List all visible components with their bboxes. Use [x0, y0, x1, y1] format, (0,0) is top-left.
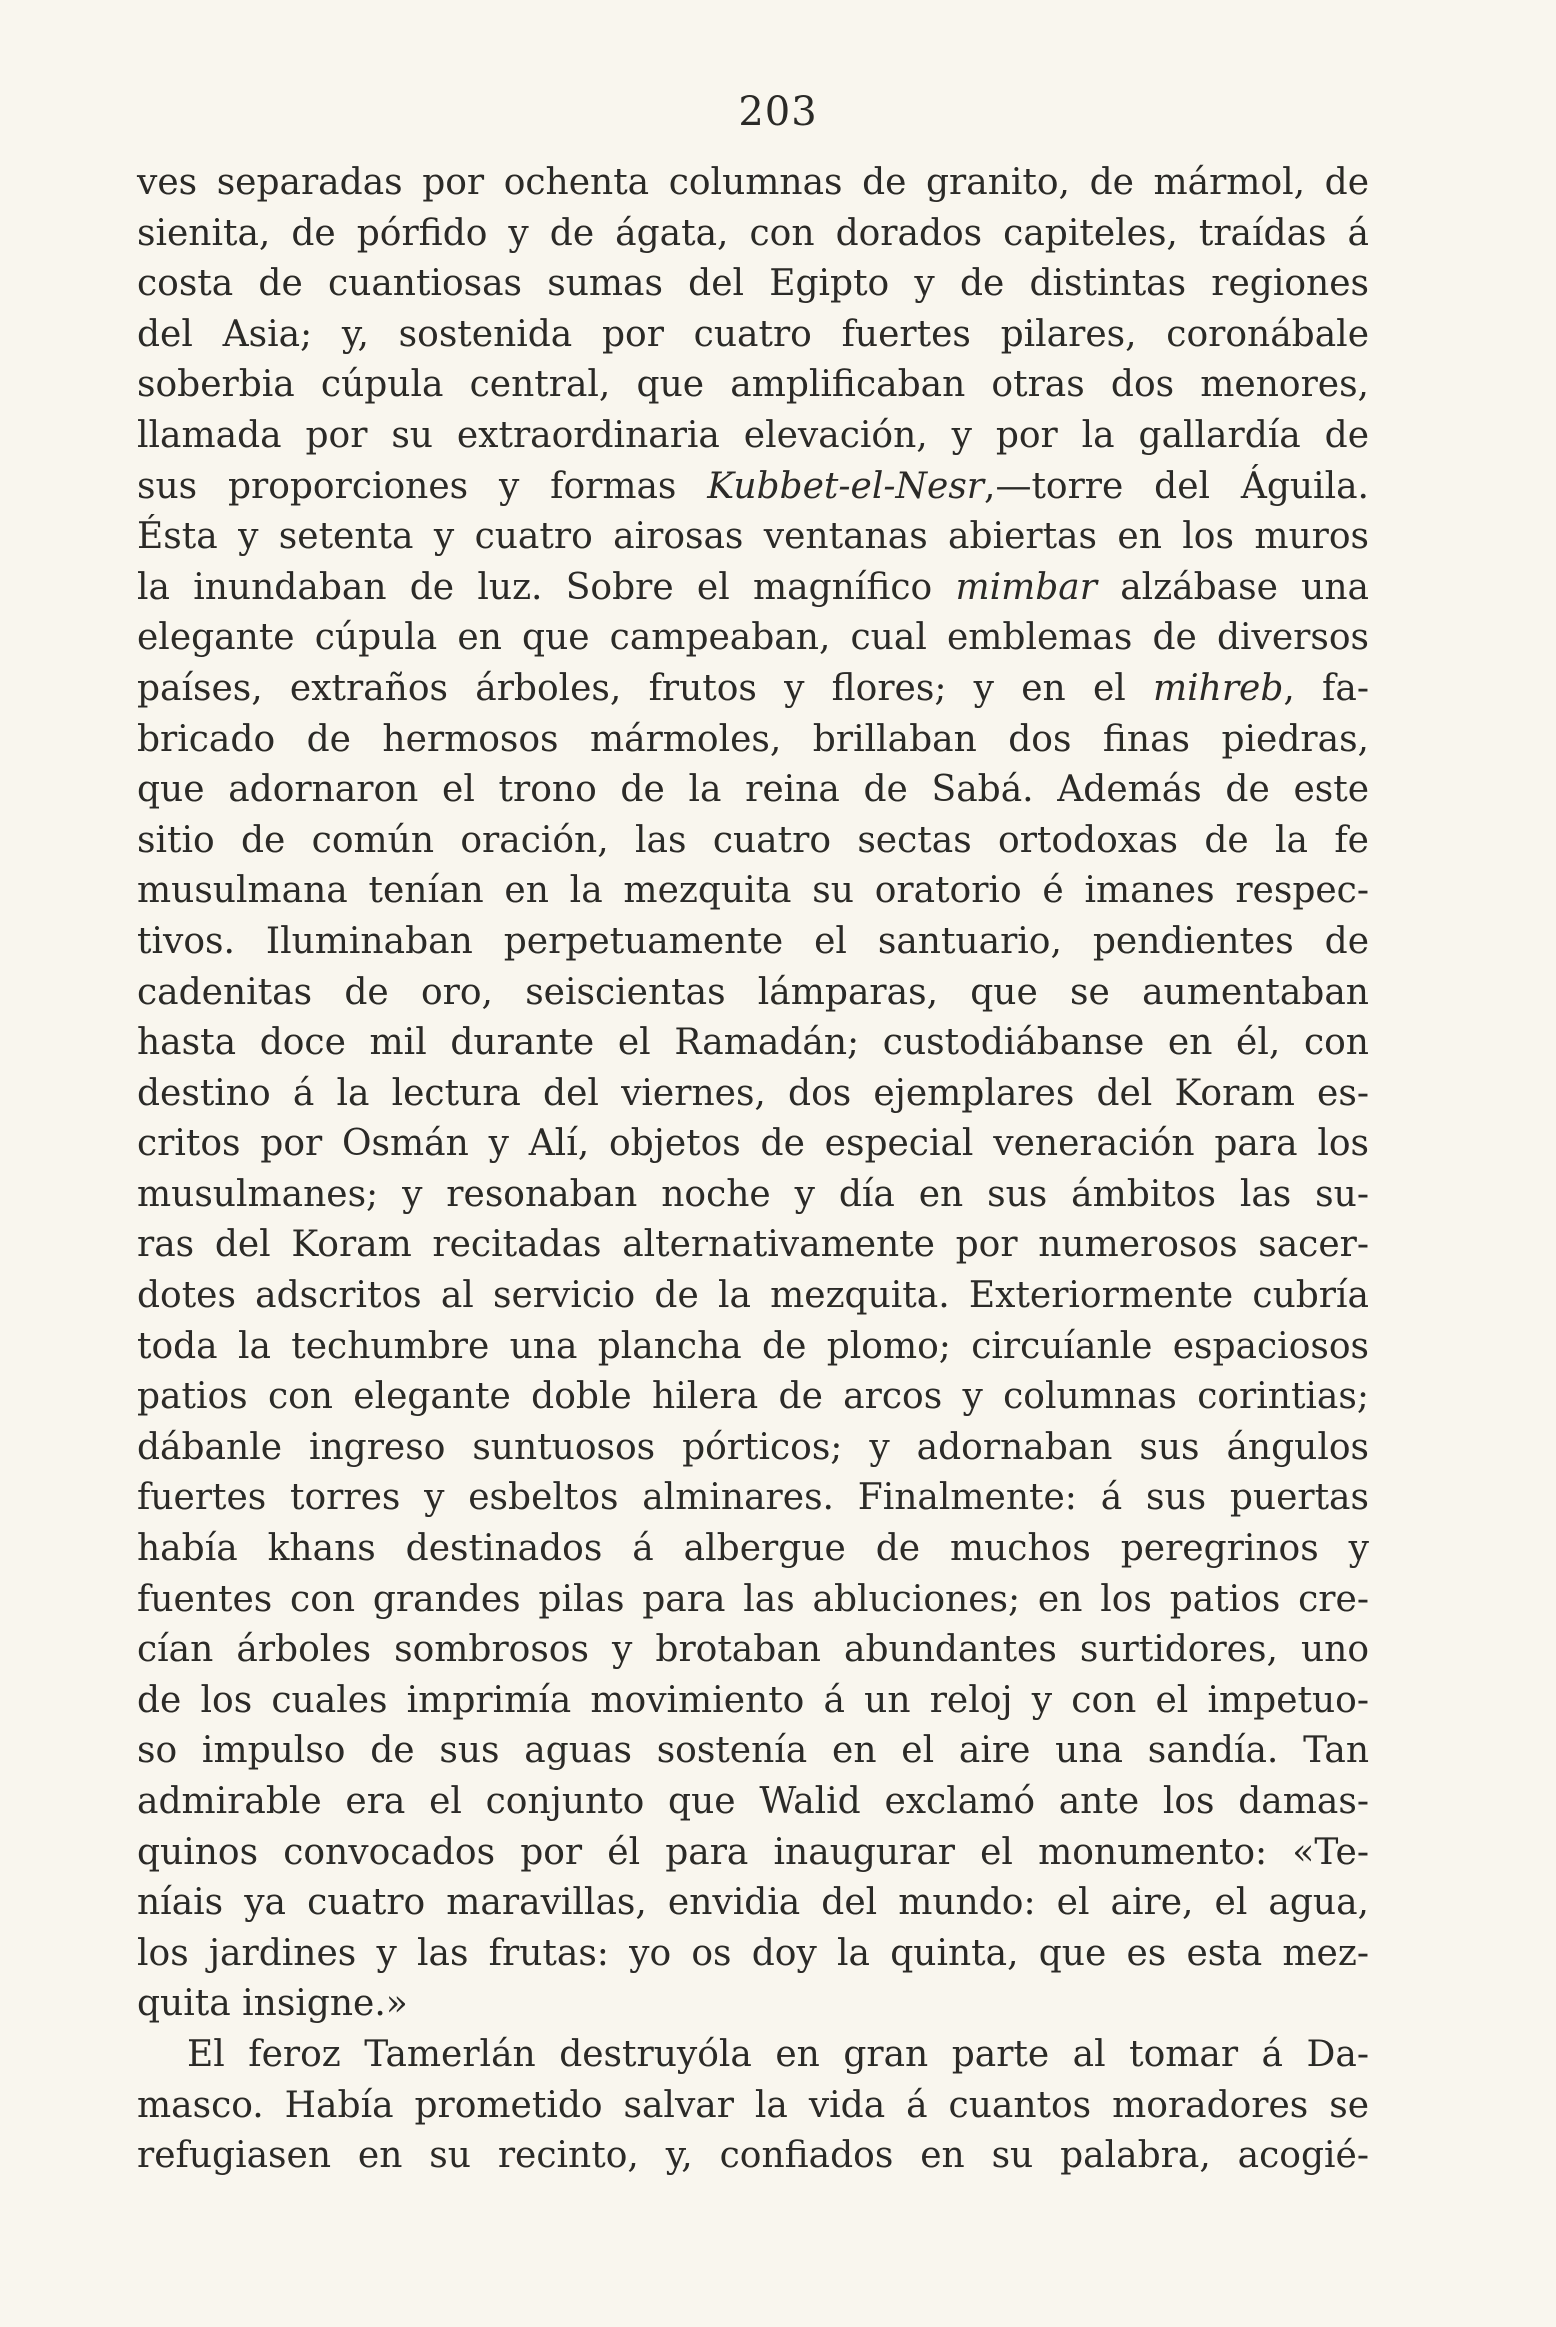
text-line: patios con elegante doble hilera de arcos y columnas corintias; [137, 1376, 1369, 1418]
italic-term: Kubbet-el-Nesr [707, 465, 985, 507]
italic-term: mihreb [1152, 667, 1284, 709]
text-line: destino á la lectura del viernes, dos ejemplares del Koram es- [137, 1072, 1369, 1114]
text-line: hasta doce mil durante el Ramadán; custodiábanse en él, con [137, 1022, 1369, 1064]
text-line: costa de cuantiosas sumas del Egipto y de distintas regiones [137, 263, 1369, 305]
text-line: ras del Koram recitadas alternativamente por numerosos sacer- [137, 1224, 1369, 1266]
text-line: los jardines y las frutas: yo os doy la quinta, que es esta mez- [137, 1932, 1369, 1974]
text-line: critos por Osmán y Alí, objetos de especial veneración para los [137, 1123, 1369, 1165]
text-line: quita insigne.» [137, 1983, 408, 2025]
text-line: que adornaron el trono de la reina de Sabá. Además de este [137, 769, 1369, 811]
text-line: sienita, de pórfido y de ágata, con dorados capiteles, traídas á [137, 212, 1369, 254]
text-line: ves separadas por ochenta columnas de granito, de mármol, de [137, 162, 1369, 203]
text-line: del Asia; y, sostenida por cuatro fuertes pilares, coronábale [137, 313, 1369, 355]
text-line: tivos. Iluminaban perpetuamente el santuario, pendientes de [137, 920, 1369, 962]
text-line: países, extraños árboles, frutos y flores; y en el mihreb, fa- [137, 667, 1369, 709]
text-line: El feroz Tamerlán destruyóla en gran parte al tomar á Da- [187, 2033, 1369, 2075]
text-line: había khans destinados á albergue de muchos peregrinos y [137, 1528, 1369, 1570]
text-line: llamada por su extraordinaria elevación, y por la gallardía de [137, 414, 1369, 456]
text-line: la inundaban de luz. Sobre el magnífico mimbar alzábase una [137, 566, 1369, 608]
text-line: refugiasen en su recinto, y, confiados en su palabra, acogié- [137, 2135, 1369, 2177]
text-line: sitio de común oración, las cuatro sectas ortodoxas de la fe [137, 819, 1369, 861]
text-line: musulmanes; y resonaban noche y día en sus ámbitos las su- [137, 1173, 1369, 1215]
text-line: cadenitas de oro, seiscientas lámparas, que se aumentaban [137, 971, 1369, 1013]
text-line: níais ya cuatro maravillas, envidia del mundo: el aire, el agua, [137, 1882, 1369, 1924]
body-text [137, 158, 1369, 2182]
page-number: 203 [738, 89, 818, 135]
text-line: bricado de hermosos mármoles, brillaban dos finas piedras, [137, 718, 1369, 760]
text-line: sus proporciones y formas Kubbet-el-Nesr,—torre del Águila. [137, 465, 1369, 507]
text-line: de los cuales imprimía movimiento á un reloj y con el impetuo- [137, 1679, 1369, 1721]
text-line: dábanle ingreso suntuosos pórticos; y adornaban sus ángulos [137, 1426, 1369, 1468]
text-line: musulmana tenían en la mezquita su oratorio é imanes respec- [137, 870, 1369, 912]
text-line: so impulso de sus aguas sostenía en el aire una sandía. Tan [137, 1730, 1369, 1772]
text-line: fuertes torres y esbeltos alminares. Finalmente: á sus puertas [137, 1477, 1369, 1519]
italic-term: mimbar [955, 566, 1097, 608]
text-line: elegante cúpula en que campeaban, cual emblemas de diversos [137, 617, 1369, 659]
text-line: fuentes con grandes pilas para las abluciones; en los patios cre- [137, 1578, 1369, 1620]
text-line: admirable era el conjunto que Walid exclamó ante los damas- [137, 1781, 1369, 1822]
text-line: masco. Había prometido salvar la vida á cuantos moradores se [137, 2084, 1369, 2126]
text-line: cían árboles sombrosos y brotaban abundantes surtidores, uno [137, 1629, 1369, 1671]
text-line: quinos convocados por él para inaugurar el monumento: «Te- [137, 1831, 1369, 1873]
text-line: toda la techumbre una plancha de plomo; circuíanle espaciosos [137, 1325, 1369, 1367]
text-line: dotes adscritos al servicio de la mezquita. Exteriormente cubría [137, 1275, 1369, 1317]
text-line: Ésta y setenta y cuatro airosas ventanas abiertas en los muros [137, 516, 1369, 558]
text-line: soberbia cúpula central, que amplificaban otras dos menores, [137, 364, 1369, 406]
